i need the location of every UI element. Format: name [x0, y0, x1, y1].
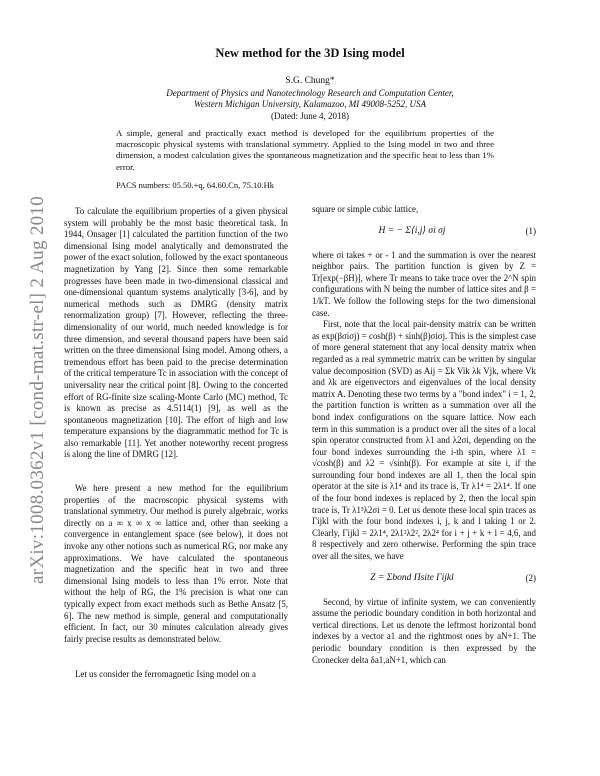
- arxiv-id-text: arXiv:1008.0362v1 [cond-mat.str-el] 2 Aug 2010: [27, 195, 49, 585]
- paper-title: New method for the 3D Ising model: [215, 46, 405, 60]
- equation-2-body: Z = Σbond Πsite Γijkl: [370, 572, 454, 583]
- arxiv-identifier: [12, 180, 64, 600]
- model-paragraph-cont: square or simple cubic lattice,: [312, 204, 419, 214]
- partition-function-paragraph: where σi takes + or - 1 and the summation is over the nearest neighbor pairs. The partition function is given by Z = Tr[exp(−βH)], where Tr means to take trace over the 2^N spin configurations with N being the number of lattice sites and β = 1/kT. We follow the following steps for the two dimensional case.: [312, 249, 536, 318]
- equation-1-number: (1): [525, 225, 536, 236]
- affiliation: [60, 88, 560, 110]
- second-step-paragraph: Second, by virtue of infinite system, we can conveniently assume the periodic boundary condition in both horizontal and vertical directions. Let us denote the leftmost horizontal bond indexes by a vector a1 and the rightmost ones by aN+1. The periodic boundary condition is then expressed by the Cronecker delta δa1,aN+1, which can: [312, 596, 536, 665]
- pacs-numbers: PACS numbers: 05.50.+q, 64.60.Cn, 75.10.Hk: [116, 180, 274, 190]
- equation-2: [312, 567, 536, 593]
- equation-1: [312, 220, 536, 246]
- affiliation-line-2: Western Michigan University, Kalamazoo, MI 49008-5252, USA: [194, 99, 426, 109]
- left-column: [64, 206, 288, 681]
- first-step-paragraph: First, note that the local pair-density matrix can be written as exp(βσiσj) = cosh(β) + sinh(β)σiσj. This is the simplest case of more general statement that any local density matrix when regarded as a real symmetric matrix can be written by singular value decomposition (SVD) as Aij = Σk Vik λk Vjk, where Vk and λk are eigenvectors and eigenvalues of the local density matrix A. Denoting these two terms by a "bond index" i = 1, 2, the partition function is written as a summation over all the bond index configurations on the square lattice. Now each term in this summation is a product over all the sites of a local spin operator constructed from λ1 and λ2σi, depending on the four bond indexes surrounding the i-th spin, where λ1 = √cosh(β) and λ2 = √sinh(β). For example at site i, if the surrounding four bond indexes are all 1, then the local spin operator at the site is λ1⁴ and its trace is, Tr λ1⁴ = 2λ1⁴. If one of the four bond indexes is replaced by 2, then the local spin trace is, Tr λ1³λ2σi = 0. Let us denote these local spin traces as Γijkl with the four bond indexes i, j, k and l taking 1 or 2. Clearly, Γijkl = 2λ1⁴, 2λ1²λ2², 2λ2⁴ for i + j + k + l = 4,6, and 8 respectively and zero otherwise. Performing the spin trace over all the sites, we have: [312, 319, 536, 562]
- intro-paragraph: To calculate the equilibrium properties of a given physical system will probably be the most basic theoretical task. In 1944, Onsager [1] calculated the partition function of the two dimensional Ising model analytically and demonstrated the power of the exact solution, followed by the exact spontaneous magnetization by Yang [2]. Since then some remarkable progresses have been made in two-dimensional classical and one-dimensional quantum systems analytically [3-6], and by numerical methods such as DMRG (density matrix renormalization group) [7]. However, reflecting the three-dimensionality of our world, much needed knowledge is for three dimension, and several thousand papers have been said written on the three dimensional Ising model. Among others, a tremendous effort has been paid to the precise determination of the critical temperature Tc in association with the concept of universality near the critical point [8]. Owing to the concerted effort of RG-finite size scaling-Monte Carlo (MC) method, Tc is known as precise as 4.5114(1) [9], as well as the spontaneous magnetization [10]. The effort of high and low temperature expansions by the diagrammatic method for Tc is also remarkable [11]. Yet another noteworthy recent progress is along the line of DMRG [12].: [64, 206, 288, 460]
- equation-1-body: H = − Σ⟨i,j⟩ σi σj: [378, 225, 446, 236]
- right-column: [312, 206, 536, 666]
- abstract: A simple, general and practically exact method is developed for the equilibrium properties of the macroscopic physical systems with translational symmetry. Applied to the Ising model in two and three dimension, a modest calculation gives the spontaneous magnetization and the specific heat to less than 1% error.: [116, 128, 494, 172]
- model-paragraph-start: Let us consider the ferromagnetic Ising model on a: [75, 669, 256, 680]
- equation-2-number: (2): [525, 572, 536, 583]
- author: S.G. Chung*: [285, 76, 335, 86]
- method-paragraph: We here present a new method for the equilibrium properties of the macroscopic physical systems with translational symmetry. Our method is purely algebraic, works directly on a ∞ x ∞ x ∞ lattice and, other than seeking a convergence in entanglement space (see below), it does not invoke any other notions such as numerical RG, nor make any approximations. We have calculated the spontaneous magnetization and the specific heat in two and three dimensional Ising models to less than 1% error. Note that without the help of RG, the 1% precision is what one can typically expect from exact methods such as Bethe Ansatz [5, 6]. The new method is simple, general and computationally efficient. In fact, our 30 minutes calculation already gives fairly precise results as demonstrated below.: [64, 483, 288, 644]
- affiliation-line-1: Department of Physics and Nanotechnology Research and Computation Center,: [166, 88, 454, 98]
- dated-line: (Dated: June 4, 2018): [271, 111, 349, 121]
